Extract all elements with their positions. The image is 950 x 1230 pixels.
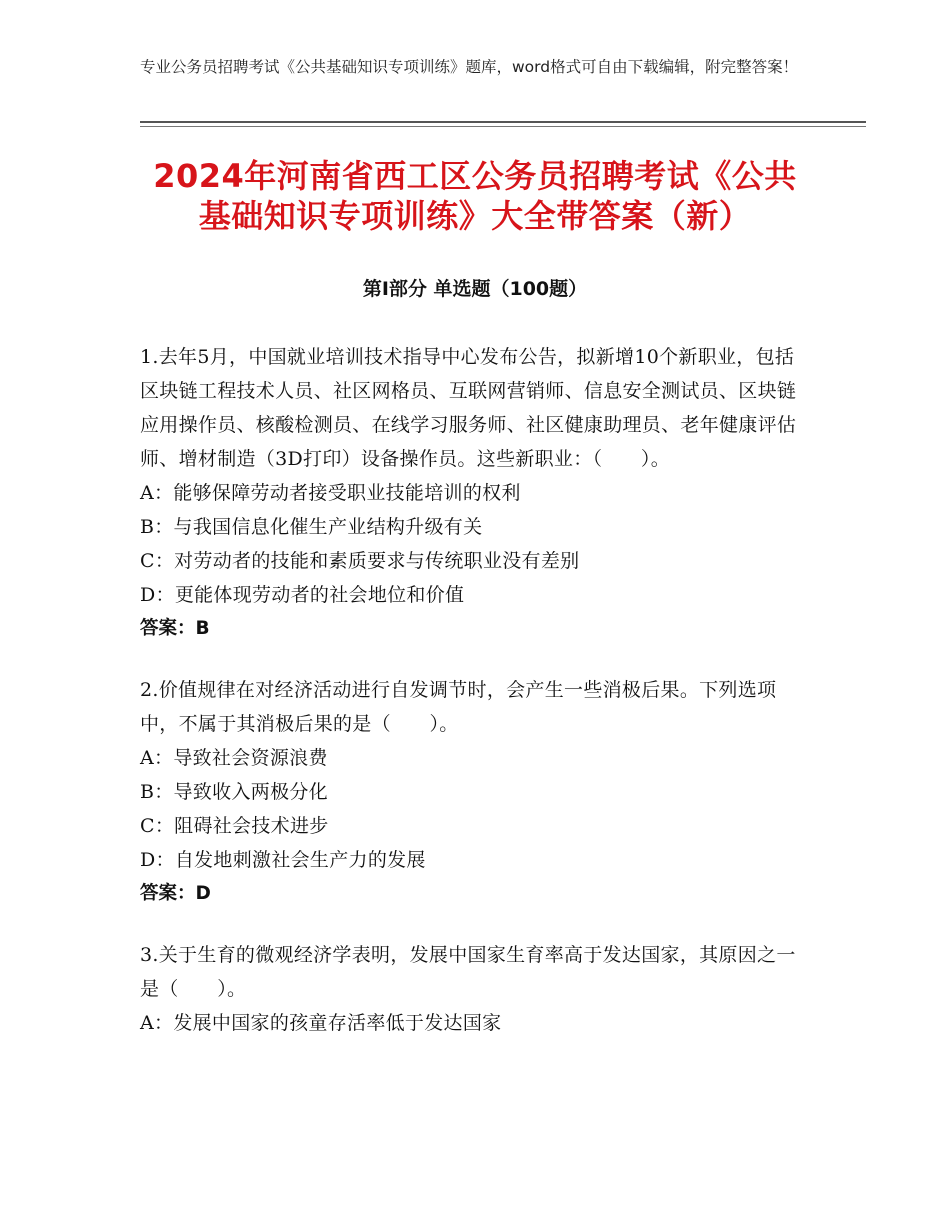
question-stem: 3.关于生育的微观经济学表明，发展中国家生育率高于发达国家，其原因之一是（ ）。	[140, 944, 796, 1000]
answer: 答案：D	[140, 883, 211, 904]
answer: 答案：B	[140, 618, 210, 639]
document-title-line-1: 2024年河南省西工区公务员招聘考试《公共	[153, 157, 797, 195]
option-b: B：导致收入两极分化	[140, 781, 328, 803]
question-1	[140, 340, 810, 646]
document-title	[100, 156, 850, 236]
option-c: C：阻碍社会技术进步	[140, 815, 329, 837]
question-stem: 1.去年5月，中国就业培训技术指导中心发布公告，拟新增10个新职业，包括区块链工程技术人员、社区网格员、互联网营销师、信息安全测试员、区块链应用操作员、核酸检测员、在线学习服务师、社区健康助理员、老年健康评估师、增材制造（3D打印）设备操作员。这些新职业：（ ）。	[140, 346, 797, 470]
option-a: A：发展中国家的孩童存活率低于发达国家	[140, 1012, 502, 1034]
option-d: D：更能体现劳动者的社会地位和价值	[140, 584, 465, 606]
header-divider-thick	[140, 121, 866, 123]
option-d: D：自发地刺激社会生产力的发展	[140, 849, 426, 871]
option-a: A：能够保障劳动者接受职业技能培训的权利	[140, 482, 521, 504]
question-3	[140, 938, 810, 1040]
question-2	[140, 673, 810, 911]
section-heading: 第Ⅰ部分 单选题（100题）	[362, 278, 588, 300]
header-note: 专业公务员招聘考试《公共基础知识专项训练》题库，word格式可自由下载编辑，附完整答案！	[140, 58, 799, 76]
document-title-line-2: 基础知识专项训练》大全带答案（新）	[198, 197, 752, 235]
option-b: B：与我国信息化催生产业结构升级有关	[140, 516, 483, 538]
question-stem: 2.价值规律在对经济活动进行自发调节时，会产生一些消极后果。下列选项中，不属于其消极后果的是（ ）。	[140, 679, 777, 735]
option-a: A：导致社会资源浪费	[140, 747, 328, 769]
question-list	[140, 340, 810, 1067]
header-divider-thin	[140, 126, 866, 127]
option-c: C：对劳动者的技能和素质要求与传统职业没有差别	[140, 550, 580, 572]
